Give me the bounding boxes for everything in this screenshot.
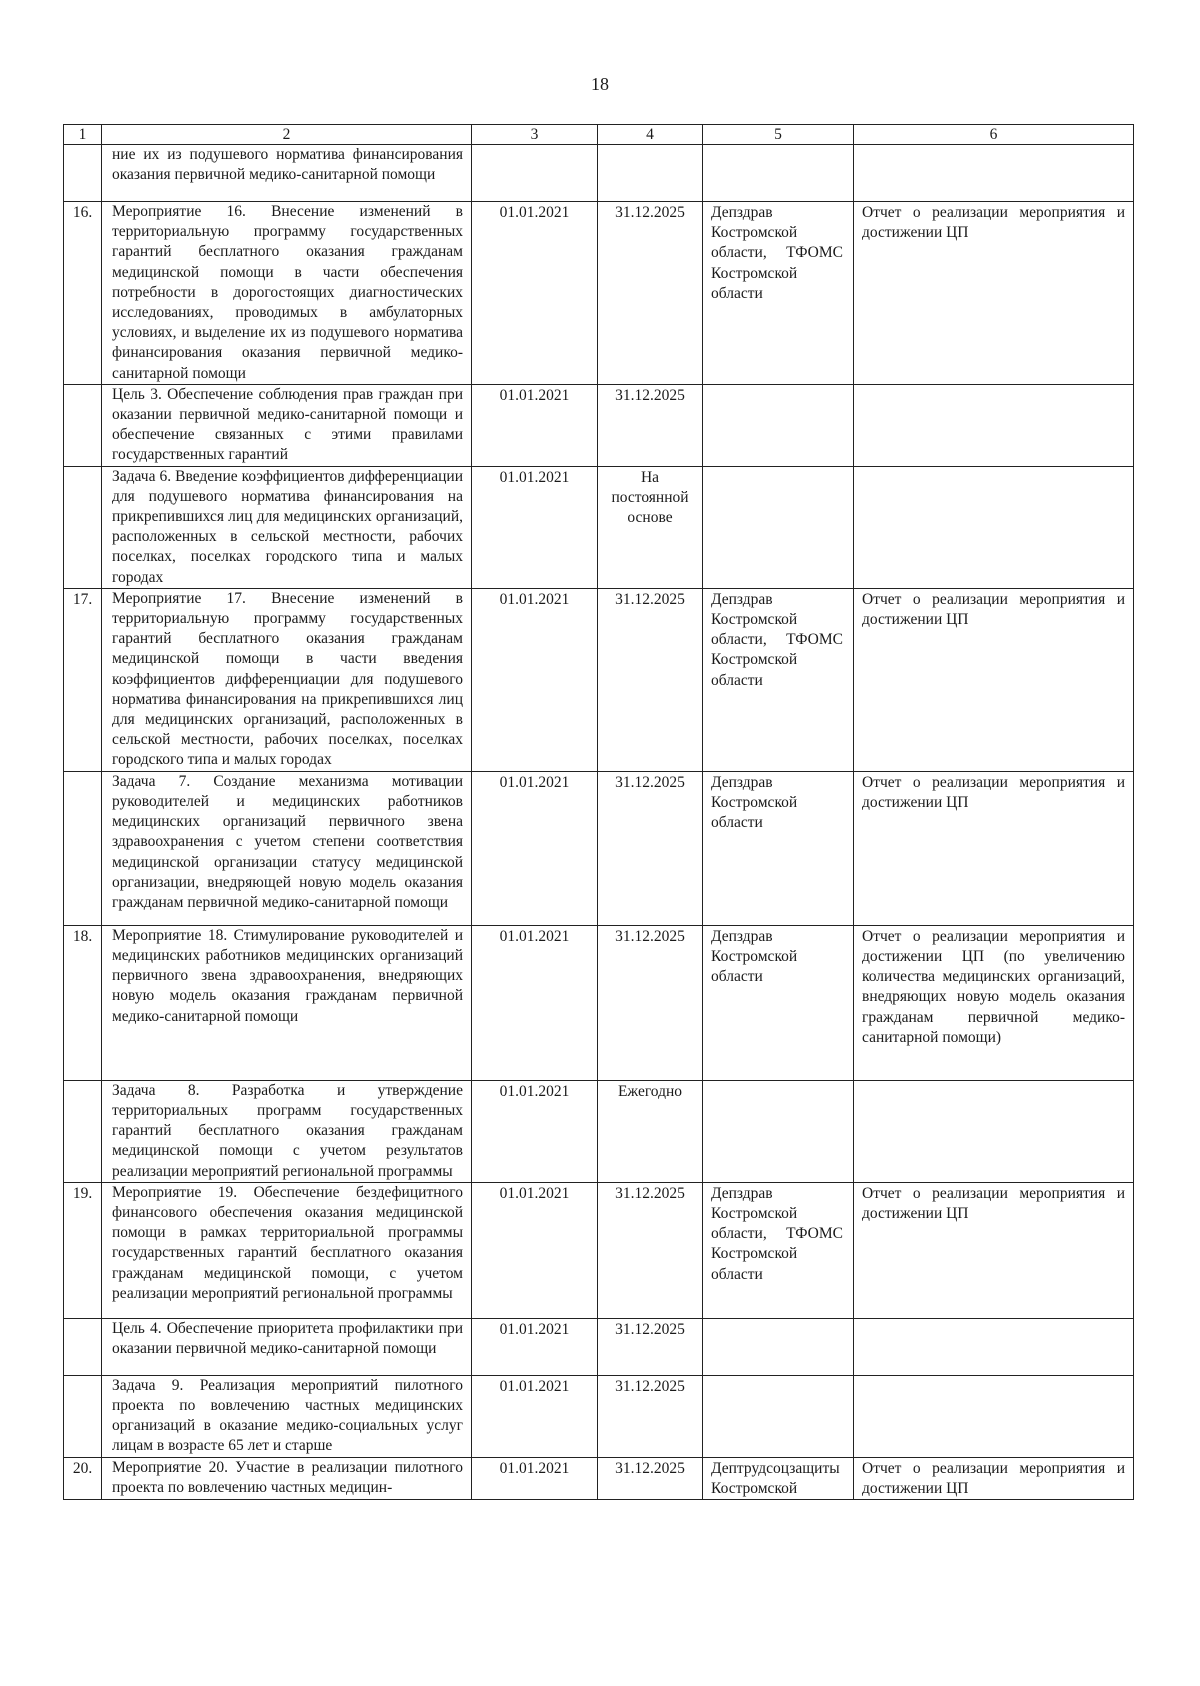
end-date: 31.12.2025 — [598, 1318, 703, 1375]
column-number: 5 — [703, 125, 854, 145]
expected-result: Отчет о реализации мероприятия и достижении ЦП — [854, 1182, 1134, 1318]
responsible-executor — [703, 466, 854, 588]
activity-description: Мероприятие 17. Внесение изменений в территориальную программу государственных гарантий бесплатного оказания гражданам медицинской помощи в части введения коэффициентов дифференциации для подушевого норматива финансирования на прикрепившихся лиц для медицинских организаций, расположенных в сельской местности, рабочих поселках, поселках городского типа и малых городах — [102, 588, 472, 771]
start-date: 01.01.2021 — [472, 466, 598, 588]
table-row — [64, 1182, 1134, 1318]
table-row — [64, 202, 1134, 385]
expected-result: Отчет о реализации мероприятия и достижении ЦП — [854, 1457, 1134, 1499]
expected-result: Отчет о реализации мероприятия и достижении ЦП (по увеличению количества медицинских организаций, внедряющих новую модель оказания гражданам первичной медико-санитарной помощи) — [854, 925, 1134, 1080]
start-date: 01.01.2021 — [472, 588, 598, 771]
responsible-executor — [703, 1318, 854, 1375]
start-date: 01.01.2021 — [472, 384, 598, 466]
start-date — [472, 145, 598, 202]
start-date: 01.01.2021 — [472, 1318, 598, 1375]
row-number — [64, 1080, 102, 1182]
responsible-executor: Депздрав Костромской области — [703, 771, 854, 925]
expected-result: Отчет о реализации мероприятия и достижении ЦП — [854, 771, 1134, 925]
activity-description: ние их из подушевого норматива финансирования оказания первичной медико-санитарной помощи — [102, 145, 472, 202]
row-number: 17. — [64, 588, 102, 771]
row-number — [64, 771, 102, 925]
start-date: 01.01.2021 — [472, 1375, 598, 1457]
column-number: 3 — [472, 125, 598, 145]
activity-description: Мероприятие 16. Внесение изменений в территориальную программу государственных гарантий бесплатного оказания гражданам медицинской помощи в части обеспечения потребности в дорогостоящих диагностических исследованиях, проводимых в амбулаторных условиях, и выделение их из подушевого норматива финансирования оказания первичной медико-санитарной помощи — [102, 202, 472, 385]
row-number: 16. — [64, 202, 102, 385]
row-number — [64, 1318, 102, 1375]
end-date: 31.12.2025 — [598, 384, 703, 466]
expected-result — [854, 1375, 1134, 1457]
responsible-executor: Дептрудсоцзащиты Костромской — [703, 1457, 854, 1499]
page-number: 18 — [591, 74, 609, 94]
responsible-executor: Депздрав Костромской области, ТФОМС Костромской области — [703, 1182, 854, 1318]
table-row — [64, 1080, 1134, 1182]
expected-result — [854, 145, 1134, 202]
responsible-executor — [703, 145, 854, 202]
expected-result: Отчет о реализации мероприятия и достижении ЦП — [854, 588, 1134, 771]
start-date: 01.01.2021 — [472, 1080, 598, 1182]
end-date: 31.12.2025 — [598, 202, 703, 385]
table-row — [64, 588, 1134, 771]
responsible-executor — [703, 1080, 854, 1182]
end-date: Ежегодно — [598, 1080, 703, 1182]
end-date: 31.12.2025 — [598, 1182, 703, 1318]
expected-result — [854, 384, 1134, 466]
expected-result: Отчет о реализации мероприятия и достижении ЦП — [854, 202, 1134, 385]
table-row — [64, 466, 1134, 588]
end-date — [598, 145, 703, 202]
activity-description: Цель 3. Обеспечение соблюдения прав граждан при оказании первичной медико-санитарной помощи и обеспечение связанных с этими правилами государственных гарантий — [102, 384, 472, 466]
end-date: 31.12.2025 — [598, 588, 703, 771]
activity-description: Задача 8. Разработка и утверждение территориальных программ государственных гарантий бесплатного оказания гражданам медицинской помощи с учетом результатов реализации мероприятий региональной программы — [102, 1080, 472, 1182]
start-date: 01.01.2021 — [472, 1182, 598, 1318]
start-date: 01.01.2021 — [472, 771, 598, 925]
end-date: 31.12.2025 — [598, 1457, 703, 1499]
column-number: 1 — [64, 125, 102, 145]
responsible-executor: Депздрав Костромской области, ТФОМС Костромской области — [703, 202, 854, 385]
responsible-executor: Депздрав Костромской области, ТФОМС Костромской области — [703, 588, 854, 771]
end-date: 31.12.2025 — [598, 1375, 703, 1457]
row-number — [64, 1375, 102, 1457]
row-number: 19. — [64, 1182, 102, 1318]
table-row — [64, 925, 1134, 1080]
start-date: 01.01.2021 — [472, 925, 598, 1080]
start-date: 01.01.2021 — [472, 202, 598, 385]
table-row — [64, 145, 1134, 202]
column-number: 2 — [102, 125, 472, 145]
column-number-row — [64, 125, 1134, 145]
activity-description: Задача 9. Реализация мероприятий пилотного проекта по вовлечению частных медицинских организаций в оказание медико-социальных услуг лицам в возрасте 65 лет и старше — [102, 1375, 472, 1457]
table-row — [64, 384, 1134, 466]
program-table — [63, 124, 1134, 1500]
activity-description: Мероприятие 20. Участие в реализации пилотного проекта по вовлечению частных медицин- — [102, 1457, 472, 1499]
activity-description: Цель 4. Обеспечение приоритета профилактики при оказании первичной медико-санитарной помощи — [102, 1318, 472, 1375]
end-date: На постоянной основе — [598, 466, 703, 588]
row-number: 20. — [64, 1457, 102, 1499]
expected-result — [854, 1080, 1134, 1182]
table-row — [64, 771, 1134, 925]
activity-description: Задача 7. Создание механизма мотивации руководителей и медицинских работников медицинских организаций первичного звена здравоохранения с учетом степени соответствия медицинской организации статусу медицинской организации, внедряющей новую модель оказания гражданам первичной медико-санитарной помощи — [102, 771, 472, 925]
responsible-executor — [703, 1375, 854, 1457]
table-row — [64, 1457, 1134, 1499]
row-number — [64, 145, 102, 202]
activity-description: Задача 6. Введение коэффициентов дифференциации для подушевого норматива финансирования на прикрепившихся лиц для медицинских организаций, расположенных в сельской местности, рабочих поселках, поселках городского типа и малых городах — [102, 466, 472, 588]
table-row — [64, 1318, 1134, 1375]
responsible-executor — [703, 384, 854, 466]
expected-result — [854, 466, 1134, 588]
column-number: 4 — [598, 125, 703, 145]
responsible-executor: Депздрав Костромской области — [703, 925, 854, 1080]
column-number: 6 — [854, 125, 1134, 145]
row-number: 18. — [64, 925, 102, 1080]
end-date: 31.12.2025 — [598, 925, 703, 1080]
expected-result — [854, 1318, 1134, 1375]
activity-description: Мероприятие 18. Стимулирование руководителей и медицинских работников медицинских организаций первичного звена здравоохранения, внедряющих новую модель оказания гражданам первичной медико-санитарной помощи — [102, 925, 472, 1080]
start-date: 01.01.2021 — [472, 1457, 598, 1499]
activity-description: Мероприятие 19. Обеспечение бездефицитного финансового обеспечения оказания медицинской помощи в рамках территориальной программы государственных гарантий бесплатного оказания гражданам медицинской помощи, с учетом реализации мероприятий региональной программы — [102, 1182, 472, 1318]
row-number — [64, 466, 102, 588]
row-number — [64, 384, 102, 466]
table-row — [64, 1375, 1134, 1457]
end-date: 31.12.2025 — [598, 771, 703, 925]
